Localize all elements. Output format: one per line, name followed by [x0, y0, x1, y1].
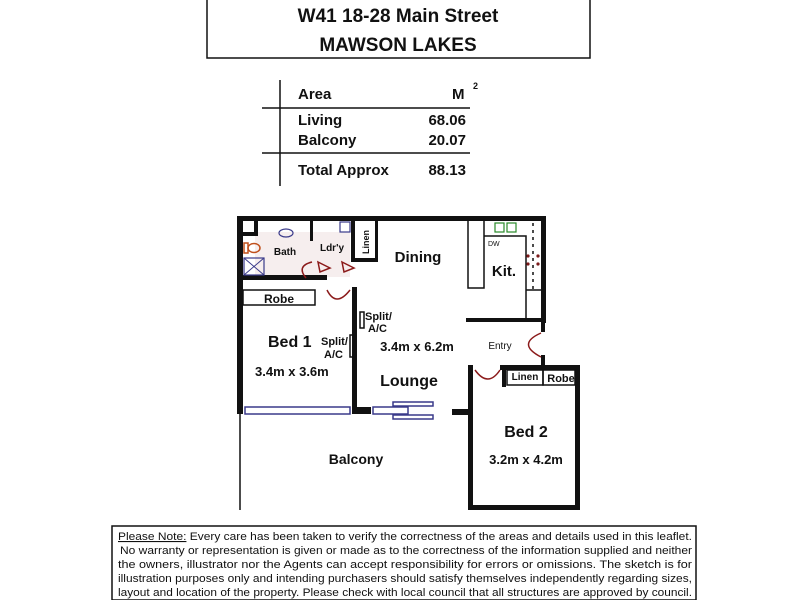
disclaimer-label: Please Note:: [118, 531, 181, 543]
disclaimer-line-3: the owners, illustrator nor the Agents can accept responsibility for errors or omissions. The sketch is for: [118, 559, 693, 571]
area-unit: M: [452, 86, 465, 103]
bath-label: Bath: [273, 247, 297, 258]
bed1-label: Bed 1: [268, 334, 312, 351]
lounge-label: Lounge: [380, 373, 438, 390]
total-value: 88.13: [428, 162, 466, 179]
laundry-label: Ldr'y: [319, 243, 345, 254]
linen1-label: Linen: [361, 230, 371, 254]
area-unit-exponent: 2: [473, 81, 479, 91]
bed2-size: 3.2m x 4.2m: [489, 452, 563, 467]
linen2-label: Linen: [511, 372, 539, 383]
disclaimer-line-5: layout and location of the property. Please check with local council that all structures are approved by council.: [118, 587, 692, 599]
disclaimer-line-1: [118, 531, 692, 543]
balcony-label: Balcony: [328, 451, 384, 467]
kitchen-label: Kit.: [491, 263, 517, 280]
row-label: Living: [298, 112, 343, 129]
split-ac-label: A/C: [368, 323, 387, 335]
entry-door-icon: [529, 333, 542, 357]
row-value: 68.06: [428, 112, 466, 129]
area-table: [262, 80, 478, 186]
split-ac-label: A/C: [324, 349, 343, 361]
washer-icon: [340, 222, 350, 232]
split-ac-label: Split/: [321, 336, 348, 348]
entry-label: Entry: [488, 341, 512, 352]
area-heading: Area: [298, 86, 332, 103]
address-line: W41 18-28 Main Street: [297, 6, 499, 27]
sink-icon: [495, 223, 504, 232]
dining-label: Dining: [394, 249, 442, 266]
robe2-label: Robe: [547, 373, 575, 385]
bed1-door-icon: [327, 290, 350, 299]
disclaimer-box: [112, 526, 696, 600]
living-size: 3.4m x 6.2m: [380, 339, 454, 354]
suburb-line: MAWSON LAKES: [319, 35, 477, 56]
row-value: 20.07: [428, 132, 466, 149]
bed1-size: 3.4m x 3.6m: [255, 364, 329, 379]
robe1-label: Robe: [264, 292, 294, 306]
disclaimer-line-4: illustration purposes only and intending purchasers should satisfy themselves independently regarding sizes,: [118, 573, 692, 585]
title-box: [207, 0, 590, 58]
split-ac-label: Split/: [365, 311, 392, 323]
bed2-label: Bed 2: [504, 424, 548, 441]
disclaimer-text: Every care has been taken to verify the correctness of the areas and details used in this leaflet.: [186, 531, 652, 543]
row-label: Balcony: [298, 132, 357, 149]
dishwasher-label: DW: [488, 241, 500, 248]
total-label: Total Approx: [298, 162, 389, 179]
disclaimer-line-2: No warranty or representation is given or made as to the correctness of the information supplied and neither: [120, 545, 693, 557]
bed2-door-icon: [475, 370, 500, 379]
